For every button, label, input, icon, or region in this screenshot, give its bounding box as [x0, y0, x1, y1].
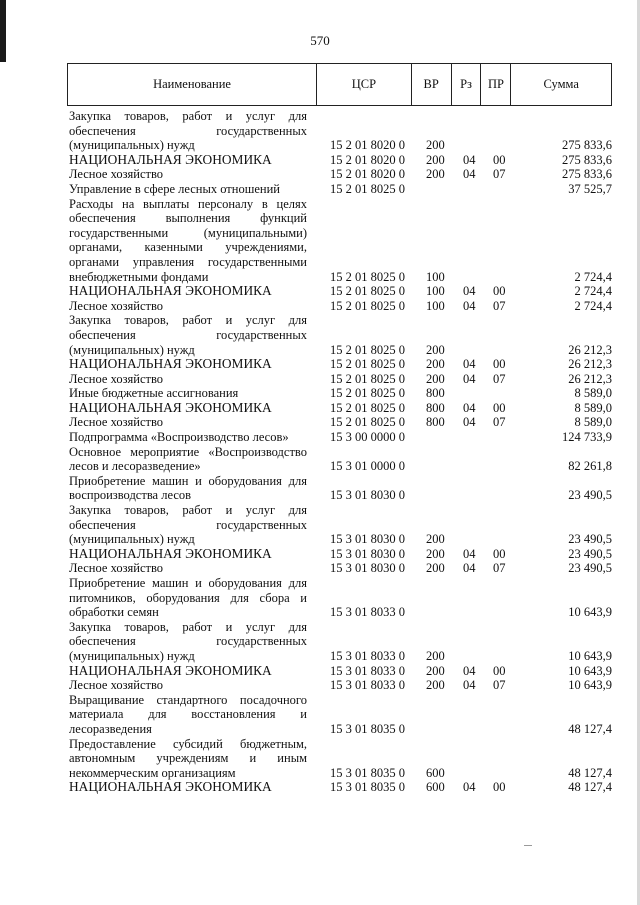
row-name: Закупка товаров, работ и услуг для обеспечения государственных (муниципальных) нужд	[69, 619, 307, 663]
row-csr: 15 2 01 8020 0	[330, 167, 405, 182]
row-pr: 00	[493, 400, 506, 415]
row-name: Лесное хозяйство	[69, 415, 164, 430]
header-name: Наименование	[68, 64, 317, 105]
table-row	[0, 386, 640, 401]
row-name: Выращивание стандартного посадочного материала для восстановления и лесоразведения	[69, 692, 307, 736]
table-row	[0, 678, 640, 693]
row-name: Основное мероприятие «Воспроизводство лесов и лесоразведение»	[69, 444, 307, 474]
row-name: НАЦИОНАЛЬНАЯ ЭКОНОМИКА	[69, 662, 272, 678]
row-sum: 23 490,5	[568, 532, 612, 547]
row-name: Лесное хозяйство	[69, 678, 164, 693]
row-csr: 15 2 01 8025 0	[330, 342, 405, 357]
header-sum: Сумма	[543, 77, 579, 91]
table-row	[0, 167, 640, 182]
row-csr: 15 3 01 8030 0	[330, 488, 405, 503]
row-name: Лесное хозяйство	[69, 167, 164, 182]
row-csr: 15 3 01 8030 0	[330, 561, 405, 576]
row-rz: 04	[463, 152, 476, 167]
row-name: НАЦИОНАЛЬНАЯ ЭКОНОМИКА	[69, 545, 272, 561]
row-rz: 04	[463, 357, 476, 372]
row-vr: 100	[426, 298, 445, 313]
row-sum: 48 127,4	[568, 765, 612, 780]
header-csr: ЦСР	[317, 64, 412, 105]
row-name: Лесное хозяйство	[69, 561, 164, 576]
row-name: Подпрограмма «Воспроизводство лесов»	[69, 430, 289, 445]
row-name: НАЦИОНАЛЬНАЯ ЭКОНОМИКА	[69, 283, 272, 299]
row-pr: 00	[493, 546, 506, 561]
table-row	[0, 401, 640, 416]
row-csr: 15 3 01 8033 0	[330, 605, 405, 620]
row-vr: 200	[426, 546, 445, 561]
row-sum: 48 127,4	[568, 780, 612, 795]
row-name: НАЦИОНАЛЬНАЯ ЭКОНОМИКА	[69, 399, 272, 415]
row-name: НАЦИОНАЛЬНАЯ ЭКОНОМИКА	[69, 356, 272, 372]
row-sum: 23 490,5	[568, 546, 612, 561]
table-row	[0, 284, 640, 299]
table-row	[0, 182, 640, 197]
table-row	[0, 313, 640, 357]
row-name: Лесное хозяйство	[69, 371, 164, 386]
row-name: Расходы на выплаты персоналу в целях обеспечения выполнения функций государственными (муниципальными) органами, казенными учреждениями, органами управления государственными внебюджетными фондами	[69, 196, 307, 284]
row-name: Закупка товаров, работ и услуг для обеспечения государственных (муниципальных) нужд	[69, 503, 307, 547]
row-sum: 23 490,5	[568, 561, 612, 576]
table-row	[0, 299, 640, 314]
row-csr: 15 2 01 8025 0	[330, 298, 405, 313]
row-csr: 15 2 01 8025 0	[330, 357, 405, 372]
row-csr: 15 3 01 8035 0	[330, 721, 405, 736]
table-row	[0, 780, 640, 795]
row-sum: 26 212,3	[568, 357, 612, 372]
page-number: 570	[310, 33, 330, 48]
row-sum: 23 490,5	[568, 488, 612, 503]
row-sum: 275 833,6	[562, 138, 612, 153]
row-sum: 48 127,4	[568, 721, 612, 736]
row-rz: 04	[463, 284, 476, 299]
row-sum: 10 643,9	[568, 678, 612, 693]
row-name: Приобретение машин и оборудования для питомников, оборудования для сбора и обработки семян	[69, 576, 307, 620]
table-row	[0, 664, 640, 679]
row-sum: 10 643,9	[568, 663, 612, 678]
row-csr: 15 3 01 8033 0	[330, 648, 405, 663]
table-row	[0, 576, 640, 620]
row-name: Иные бюджетные ассигнования	[69, 386, 239, 401]
row-rz: 04	[463, 167, 476, 182]
row-vr: 200	[426, 342, 445, 357]
row-csr: 15 3 01 8030 0	[330, 546, 405, 561]
row-csr: 15 2 01 8025 0	[330, 415, 405, 430]
row-sum: 26 212,3	[568, 342, 612, 357]
table-row	[0, 197, 640, 285]
row-csr: 15 3 01 0000 0	[330, 459, 405, 474]
row-csr: 15 3 01 8033 0	[330, 678, 405, 693]
row-sum: 26 212,3	[568, 371, 612, 386]
row-sum: 2 724,4	[574, 284, 612, 299]
row-rz: 04	[463, 561, 476, 576]
scan-mark	[524, 845, 532, 846]
row-rz: 04	[463, 678, 476, 693]
row-sum: 10 643,9	[568, 648, 612, 663]
row-vr: 200	[426, 167, 445, 182]
row-csr: 15 2 01 8025 0	[330, 400, 405, 415]
row-name: Закупка товаров, работ и услуг для обеспечения государственных (муниципальных) нужд	[69, 313, 307, 357]
row-sum: 2 724,4	[574, 298, 612, 313]
header-vr: ВР	[412, 64, 452, 105]
row-name: НАЦИОНАЛЬНАЯ ЭКОНОМИКА	[69, 151, 272, 167]
row-sum: 275 833,6	[562, 167, 612, 182]
row-sum: 82 261,8	[568, 459, 612, 474]
row-vr: 200	[426, 532, 445, 547]
table-row	[0, 503, 640, 547]
row-vr: 200	[426, 371, 445, 386]
table-row	[0, 415, 640, 430]
table-row	[0, 547, 640, 562]
row-rz: 04	[463, 546, 476, 561]
row-csr: 15 2 01 8025 0	[330, 386, 405, 401]
row-csr: 15 2 01 8020 0	[330, 152, 405, 167]
row-csr: 15 2 01 8025 0	[330, 269, 405, 284]
row-vr: 800	[426, 415, 445, 430]
row-csr: 15 3 00 0000 0	[330, 430, 405, 445]
row-pr: 07	[493, 561, 506, 576]
row-vr: 800	[426, 400, 445, 415]
row-pr: 07	[493, 415, 506, 430]
row-sum: 275 833,6	[562, 152, 612, 167]
row-rz: 04	[463, 415, 476, 430]
table-row	[0, 474, 640, 503]
row-vr: 200	[426, 678, 445, 693]
table-body	[0, 109, 640, 795]
row-csr: 15 2 01 8020 0	[330, 138, 405, 153]
table-row	[0, 445, 640, 474]
row-name: Приобретение машин и оборудования для воспроизводства лесов	[69, 473, 307, 503]
table-row	[0, 109, 640, 153]
row-csr: 15 3 01 8035 0	[330, 765, 405, 780]
row-vr: 600	[426, 765, 445, 780]
row-pr: 00	[493, 663, 506, 678]
row-name: НАЦИОНАЛЬНАЯ ЭКОНОМИКА	[69, 779, 272, 795]
row-pr: 00	[493, 152, 506, 167]
row-sum: 8 589,0	[574, 386, 612, 401]
row-vr: 200	[426, 561, 445, 576]
row-sum: 37 525,7	[568, 181, 612, 196]
row-name: Предоставление субсидий бюджетным, автономным учреждениям и иным некоммерческим организациям	[69, 736, 307, 780]
row-pr: 07	[493, 298, 506, 313]
table-row	[0, 561, 640, 576]
row-pr: 07	[493, 371, 506, 386]
row-sum: 124 733,9	[562, 430, 612, 445]
table-row	[0, 620, 640, 664]
row-rz: 04	[463, 371, 476, 386]
row-sum: 8 589,0	[574, 400, 612, 415]
row-pr: 00	[493, 357, 506, 372]
row-vr: 200	[426, 663, 445, 678]
row-csr: 15 2 01 8025 0	[330, 371, 405, 386]
row-rz: 04	[463, 298, 476, 313]
table-row	[0, 430, 640, 445]
header-pr: ПР	[481, 64, 511, 105]
row-pr: 00	[493, 284, 506, 299]
table-row	[0, 693, 640, 737]
row-pr: 07	[493, 678, 506, 693]
row-csr: 15 2 01 8025 0	[330, 181, 405, 196]
table-row	[0, 357, 640, 372]
row-sum: 10 643,9	[568, 605, 612, 620]
row-vr: 200	[426, 648, 445, 663]
row-rz: 04	[463, 400, 476, 415]
row-vr: 200	[426, 152, 445, 167]
row-csr: 15 3 01 8030 0	[330, 532, 405, 547]
row-sum: 8 589,0	[574, 415, 612, 430]
row-vr: 100	[426, 284, 445, 299]
row-csr: 15 3 01 8035 0	[330, 780, 405, 795]
row-rz: 04	[463, 663, 476, 678]
row-csr: 15 3 01 8033 0	[330, 663, 405, 678]
row-pr: 00	[493, 780, 506, 795]
row-csr: 15 2 01 8025 0	[330, 284, 405, 299]
row-vr: 100	[426, 269, 445, 284]
table-row	[0, 372, 640, 387]
table-header	[67, 63, 612, 106]
row-name: Лесное хозяйство	[69, 298, 164, 313]
row-vr: 200	[426, 357, 445, 372]
row-vr: 800	[426, 386, 445, 401]
row-sum: 2 724,4	[574, 269, 612, 284]
row-name: Управление в сфере лесных отношений	[69, 181, 280, 196]
table-row	[0, 737, 640, 781]
row-vr: 200	[426, 138, 445, 153]
row-pr: 07	[493, 167, 506, 182]
row-name: Закупка товаров, работ и услуг для обеспечения государственных (муниципальных) нужд	[69, 109, 307, 153]
row-vr: 600	[426, 780, 445, 795]
table-row	[0, 153, 640, 168]
row-rz: 04	[463, 780, 476, 795]
header-rz: Рз	[452, 64, 482, 105]
scan-edge-left	[0, 0, 6, 62]
